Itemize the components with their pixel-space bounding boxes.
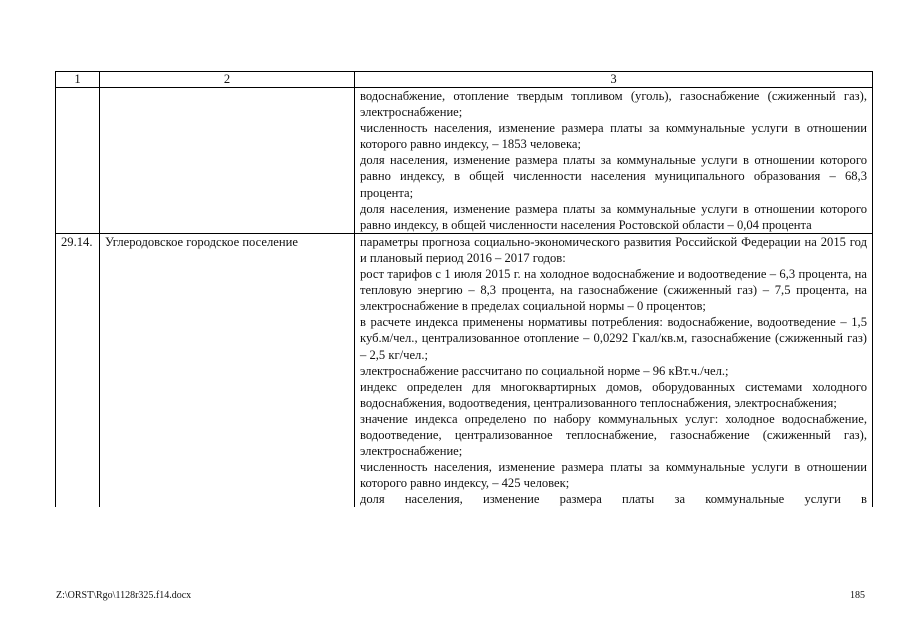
description-paragraph: параметры прогноза социально-экономического развития Российской Федерации на 2015 год и плановый период 2016 – 2017 годов: (360, 234, 867, 265)
document-table (55, 71, 873, 507)
description-paragraph: численность населения, изменение размера платы за коммунальные услуги в отношении которого равно индексу, – 1853 человека; (360, 121, 867, 152)
description-paragraph: значение индекса определено по набору коммунальных услуг: холодное водоснабжение, водоотведение, централизованное теплоснабжение, газоснабжение (сжиженный газ), электроснабжение; (360, 411, 867, 459)
row-number-cell (56, 88, 100, 234)
description-paragraph: доля населения, изменение размера платы за коммунальные услуги в отношении которого равно индексу, в общей численности населения муниципального образования – 68,3 процента; (360, 153, 867, 200)
description-paragraph: доля населения, изменение размера платы за коммунальные услуги в отношении которого равно индексу, в общей численности населения Ростовской области – 0,04 процента (360, 201, 867, 232)
row-number-cell: 29.14. (56, 233, 100, 507)
table-row (56, 88, 873, 234)
row-description-cell (355, 88, 873, 234)
column-header-name: 2 (100, 72, 355, 88)
description-paragraph: электроснабжение рассчитано по социальной норме – 96 кВт.ч./чел.; (360, 363, 729, 378)
column-header-description: 3 (355, 72, 873, 88)
description-paragraph: доля населения, изменение размера платы за коммунальные услуги в (360, 492, 867, 507)
table-row (56, 233, 873, 507)
footer-page-number: 185 (850, 590, 865, 601)
row-name-cell (100, 88, 355, 234)
description-paragraph: в расчете индекса применены нормативы потребления: водоснабжение, водоотведение – 1,5 куб.м/чел., централизованное отопление – 0,0292 Гкал/кв.м, газоснабжение (сжиженный газ) – 2,5 кг/чел.; (360, 315, 867, 362)
row-description-cell (355, 233, 873, 507)
description-paragraph: численность населения, изменение размера платы за коммунальные услуги в отношении которого равно индексу, – 425 человек; (360, 460, 867, 491)
description-paragraph: рост тарифов с 1 июля 2015 г. на холодное водоснабжение и водоотведение – 6,3 процента, на тепловую энергию – 8,3 процента, на газоснабжение (сжиженный газ) – 7,5 процента, на электроснабжение в пределах социальной нормы – 0 процентов; (360, 267, 867, 314)
row-name-cell: Углеродовское городское поселение (100, 233, 355, 507)
table-header-row (56, 72, 873, 88)
description-paragraph: индекс определен для многоквартирных домов, оборудованных системами холодного водоснабжения, водоотведения, централизованного теплоснабжения, электроснабжения; (360, 379, 867, 410)
column-header-number: 1 (56, 72, 100, 88)
footer-file-path: Z:\ORST\Rgo\1128r325.f14.docx (56, 590, 192, 601)
description-paragraph: водоснабжение, отопление твердым топливом (уголь), газоснабжение (сжиженный газ), электроснабжение; (360, 89, 867, 120)
